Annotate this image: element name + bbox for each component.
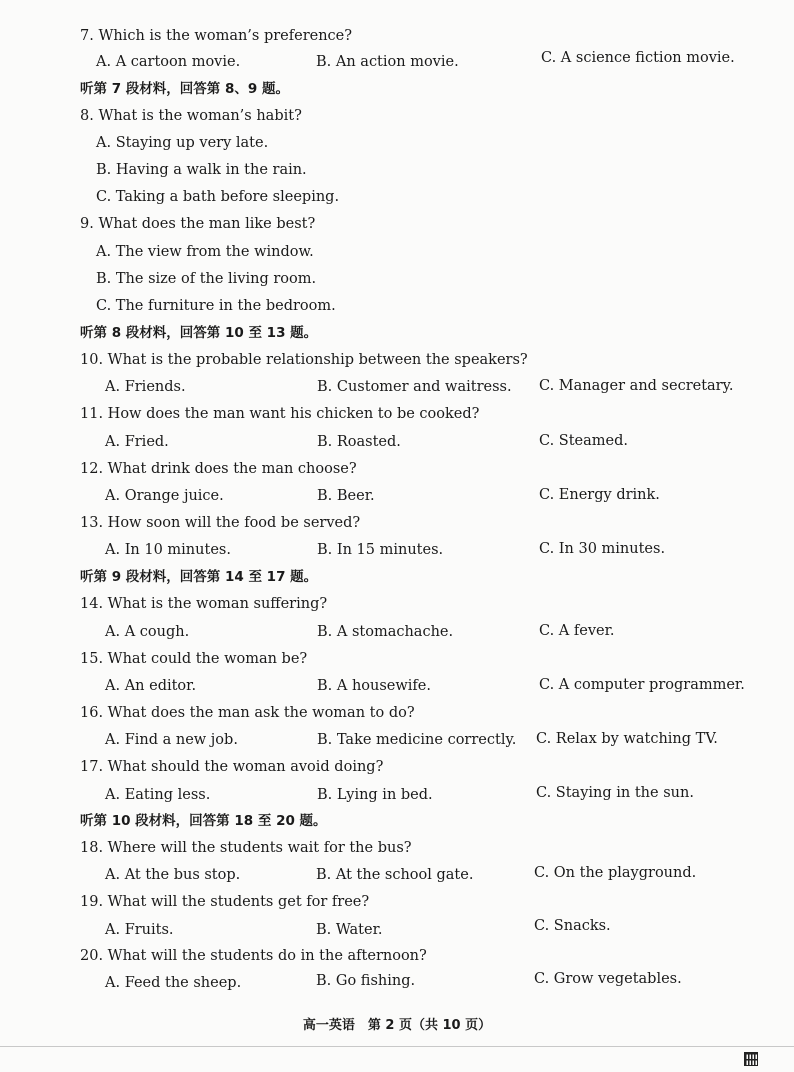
option-10c: C. Manager and secretary. xyxy=(539,378,734,394)
option-18a: A. At the bus stop. xyxy=(105,867,241,883)
question-13: 13. How soon will the food be served? xyxy=(80,515,361,531)
footer-divider xyxy=(0,1046,794,1047)
question-7: 7. Which is the woman’s preference? xyxy=(80,28,353,44)
option-18c: C. On the playground. xyxy=(534,865,697,881)
option-10a: A. Friends. xyxy=(105,379,186,395)
question-18: 18. Where will the students wait for the bus? xyxy=(80,840,412,856)
option-10b: B. Customer and waitress. xyxy=(317,379,512,395)
option-15b: B. A housewife. xyxy=(317,678,431,694)
option-20b: B. Go fishing. xyxy=(316,973,416,989)
option-17c: C. Staying in the sun. xyxy=(536,785,694,801)
option-16a: A. Find a new job. xyxy=(105,732,238,748)
option-20c: C. Grow vegetables. xyxy=(534,971,682,987)
option-17a: A. Eating less. xyxy=(105,787,211,803)
option-12a: A. Orange juice. xyxy=(105,488,224,504)
question-20: 20. What will the students do in the afternoon? xyxy=(80,948,427,964)
option-12b: B. Beer. xyxy=(317,488,375,504)
section-heading-7: 听第 7 段材料，回答第 8、9 题。 xyxy=(80,81,289,97)
qr-code-icon xyxy=(744,1052,758,1066)
option-14b: B. A stomachache. xyxy=(317,624,454,640)
option-19b: B. Water. xyxy=(316,922,383,938)
option-17b: B. Lying in bed. xyxy=(317,787,433,803)
option-9b: B. The size of the living room. xyxy=(96,271,317,287)
option-8b: B. Having a walk in the rain. xyxy=(96,162,307,178)
option-11a: A. Fried. xyxy=(105,434,169,450)
section-heading-9: 听第 9 段材料，回答第 14 至 17 题。 xyxy=(80,569,318,585)
option-7b: B. An action movie. xyxy=(316,54,459,70)
section-heading-8: 听第 8 段材料，回答第 10 至 13 题。 xyxy=(80,325,318,341)
option-15a: A. An editor. xyxy=(105,678,197,694)
option-12c: C. Energy drink. xyxy=(539,487,660,503)
option-9a: A. The view from the window. xyxy=(96,244,314,260)
option-14c: C. A fever. xyxy=(539,623,615,639)
option-15c: C. A computer programmer. xyxy=(539,677,745,693)
option-19c: C. Snacks. xyxy=(534,918,611,934)
question-12: 12. What drink does the man choose? xyxy=(80,461,357,477)
question-19: 19. What will the students get for free? xyxy=(80,894,370,910)
question-14: 14. What is the woman suffering? xyxy=(80,596,328,612)
question-16: 16. What does the man ask the woman to do? xyxy=(80,705,415,721)
option-20a: A. Feed the sheep. xyxy=(105,975,242,991)
option-7c: C. A science fiction movie. xyxy=(541,50,735,66)
option-13c: C. In 30 minutes. xyxy=(539,541,666,557)
option-11b: B. Roasted. xyxy=(317,434,401,450)
option-13a: A. In 10 minutes. xyxy=(105,542,231,558)
option-9c: C. The furniture in the bedroom. xyxy=(96,298,336,314)
option-16c: C. Relax by watching TV. xyxy=(536,731,718,747)
question-8: 8. What is the woman’s habit? xyxy=(80,108,302,124)
question-15: 15. What could the woman be? xyxy=(80,651,308,667)
question-17: 17. What should the woman avoid doing? xyxy=(80,759,384,775)
option-19a: A. Fruits. xyxy=(105,922,174,938)
page-footer: 高一英语 第 2 页（共 10 页） xyxy=(302,1018,492,1033)
option-14a: A. A cough. xyxy=(105,624,190,640)
option-7a: A. A cartoon movie. xyxy=(96,54,241,70)
question-10: 10. What is the probable relationship between the speakers? xyxy=(80,352,528,368)
question-11: 11. How does the man want his chicken to be cooked? xyxy=(80,406,480,422)
option-18b: B. At the school gate. xyxy=(316,867,474,883)
watermark-logo-icon xyxy=(759,1053,791,1063)
question-9: 9. What does the man like best? xyxy=(80,216,316,232)
option-8a: A. Staying up very late. xyxy=(96,135,269,151)
section-heading-10: 听第 10 段材料，回答第 18 至 20 题。 xyxy=(80,813,327,829)
option-13b: B. In 15 minutes. xyxy=(317,542,444,558)
option-8c: C. Taking a bath before sleeping. xyxy=(96,189,340,205)
option-16b: B. Take medicine correctly. xyxy=(317,732,517,748)
option-11c: C. Steamed. xyxy=(539,433,629,449)
